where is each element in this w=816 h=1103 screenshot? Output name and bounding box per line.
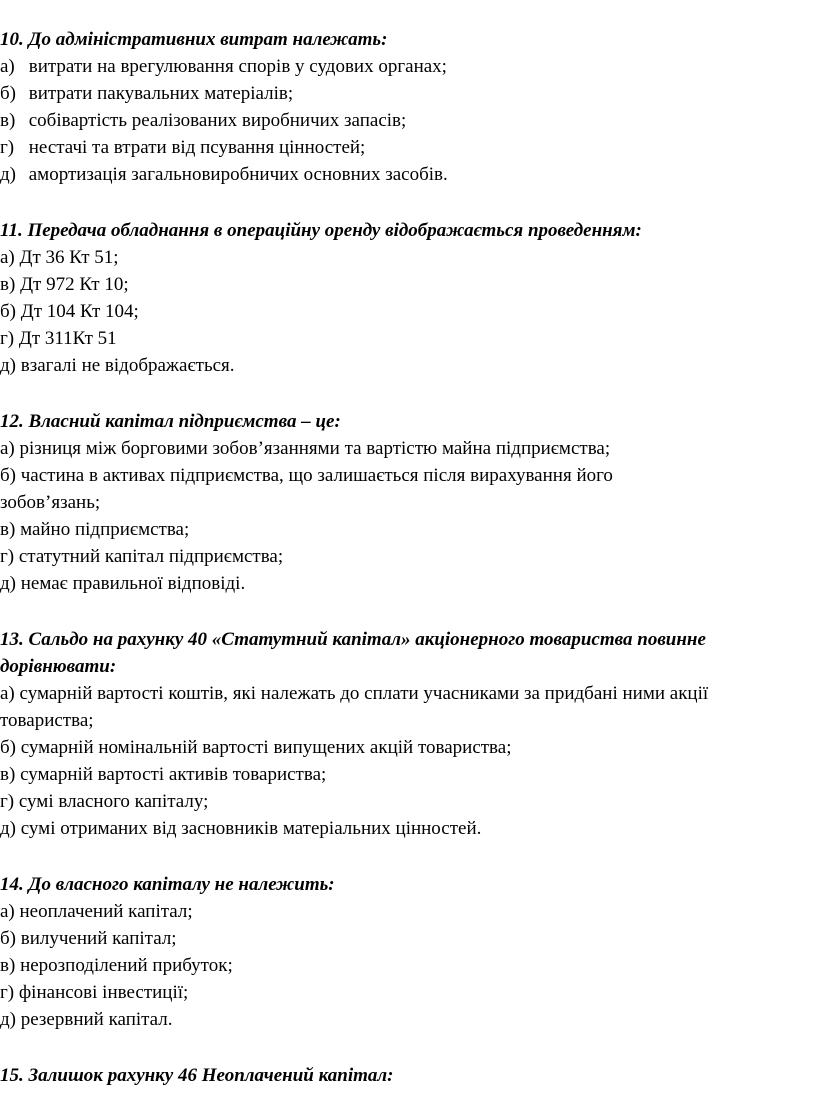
option-text: майно підприємства; (20, 519, 190, 540)
answer-option (0, 271, 816, 298)
option-text: Дт 972 Кт 10; (20, 274, 129, 295)
answer-option (0, 898, 816, 925)
question-10 (0, 26, 816, 188)
spacer (0, 597, 816, 626)
option-label: а) (0, 438, 15, 459)
option-text: сумі власного капіталу; (18, 791, 209, 812)
answer-option (0, 352, 816, 379)
option-label: д) (0, 1009, 16, 1030)
answer-option (0, 298, 816, 325)
option-text: вилучений капітал; (20, 928, 177, 949)
spacer (0, 842, 816, 871)
option-text: статутний капітал підприємства; (18, 546, 284, 567)
option-label: в) (0, 519, 16, 540)
option-label: в) (0, 764, 16, 785)
answer-option (0, 543, 816, 570)
question-14 (0, 871, 816, 1033)
answer-option (0, 952, 816, 979)
answer-option (0, 134, 816, 161)
option-label: г) (0, 328, 15, 349)
option-label: а) (0, 247, 15, 268)
question-title-continuation: дорівнювати: (0, 656, 117, 677)
answer-option (0, 734, 816, 761)
option-text: взагалі не відображається. (20, 355, 235, 376)
answer-option (0, 435, 816, 462)
spacer (0, 188, 816, 217)
question-12 (0, 408, 816, 597)
option-label: д) (0, 355, 16, 376)
option-text: Дт 311Кт 51 (18, 328, 117, 349)
spacer (0, 379, 816, 408)
option-text: амортизація загальновиробничих основних засобів. (28, 164, 448, 185)
question-13 (0, 626, 816, 842)
question-title: 13. Сальдо на рахунку 40 «Статутний капітал» акціонерного товариства повинне (0, 629, 706, 650)
option-text: різниця між борговими зобов’язаннями та вартістю майна підприємства; (19, 438, 611, 459)
option-text: Дт 104 Кт 104; (20, 301, 139, 322)
question-15 (0, 1062, 816, 1089)
option-text: немає правильної відповіді. (20, 573, 246, 594)
option-text: Дт 36 Кт 51; (19, 247, 119, 268)
question-title: 12. Власний капітал підприємства – це: (0, 411, 341, 432)
option-text: сумі отриманих від засновників матеріальних цінностей. (20, 818, 482, 839)
answer-option (0, 462, 816, 489)
option-label: а) (0, 56, 15, 77)
option-text: нестачі та втрати від псування цінностей; (28, 137, 366, 158)
answer-option (0, 244, 816, 271)
document-page (0, 26, 816, 1089)
question-title: 14. До власного капіталу не належить: (0, 874, 335, 895)
option-label: б) (0, 737, 16, 758)
question-11 (0, 217, 816, 379)
option-text: сумарній вартості активів товариства; (20, 764, 327, 785)
option-label: в) (0, 110, 16, 131)
answer-option (0, 979, 816, 1006)
option-label: д) (0, 164, 16, 185)
option-label: в) (0, 274, 16, 295)
option-label: б) (0, 928, 16, 949)
option-text: частина в активах підприємства, що залишається після вирахування його (20, 465, 613, 486)
option-label: д) (0, 818, 16, 839)
answer-option (0, 53, 816, 80)
question-title: 10. До адміністративних витрат належать: (0, 29, 388, 50)
option-text: витрати на врегулювання спорів у судових органах; (28, 56, 447, 77)
question-title: 11. Передача обладнання в операційну оренду відображається проведенням: (0, 220, 642, 241)
option-label: д) (0, 573, 16, 594)
option-label: а) (0, 683, 15, 704)
spacer (0, 1033, 816, 1062)
option-text: фінансові інвестиції; (18, 982, 189, 1003)
option-text: витрати пакувальних матеріалів; (28, 83, 294, 104)
option-text: нерозподілений прибуток; (20, 955, 233, 976)
option-text: собівартість реалізованих виробничих запасів; (28, 110, 407, 131)
question-title: 15. Залишок рахунку 46 Неоплачений капітал: (0, 1065, 394, 1086)
answer-option-continuation: товариства; (0, 710, 94, 731)
answer-option (0, 788, 816, 815)
answer-option (0, 570, 816, 597)
answer-option (0, 815, 816, 842)
answer-option (0, 161, 816, 188)
option-label: б) (0, 465, 16, 486)
option-text: резервний капітал. (20, 1009, 173, 1030)
answer-option (0, 80, 816, 107)
option-label: б) (0, 301, 16, 322)
option-label: г) (0, 546, 15, 567)
option-label: г) (0, 982, 15, 1003)
answer-option (0, 325, 816, 352)
option-text: неоплачений капітал; (19, 901, 193, 922)
option-label: а) (0, 901, 15, 922)
answer-option (0, 1006, 816, 1033)
answer-option (0, 107, 816, 134)
answer-option (0, 925, 816, 952)
option-label: б) (0, 83, 16, 104)
option-label: г) (0, 791, 15, 812)
option-label: в) (0, 955, 16, 976)
answer-option (0, 761, 816, 788)
answer-option (0, 680, 816, 707)
option-text: сумарній номінальній вартості випущених акцій товариства; (20, 737, 512, 758)
answer-option (0, 516, 816, 543)
option-label: г) (0, 137, 15, 158)
option-text: сумарній вартості коштів, які належать до сплати учасниками за придбані ними акції (19, 683, 709, 704)
answer-option-continuation: зобов’язань; (0, 492, 101, 513)
